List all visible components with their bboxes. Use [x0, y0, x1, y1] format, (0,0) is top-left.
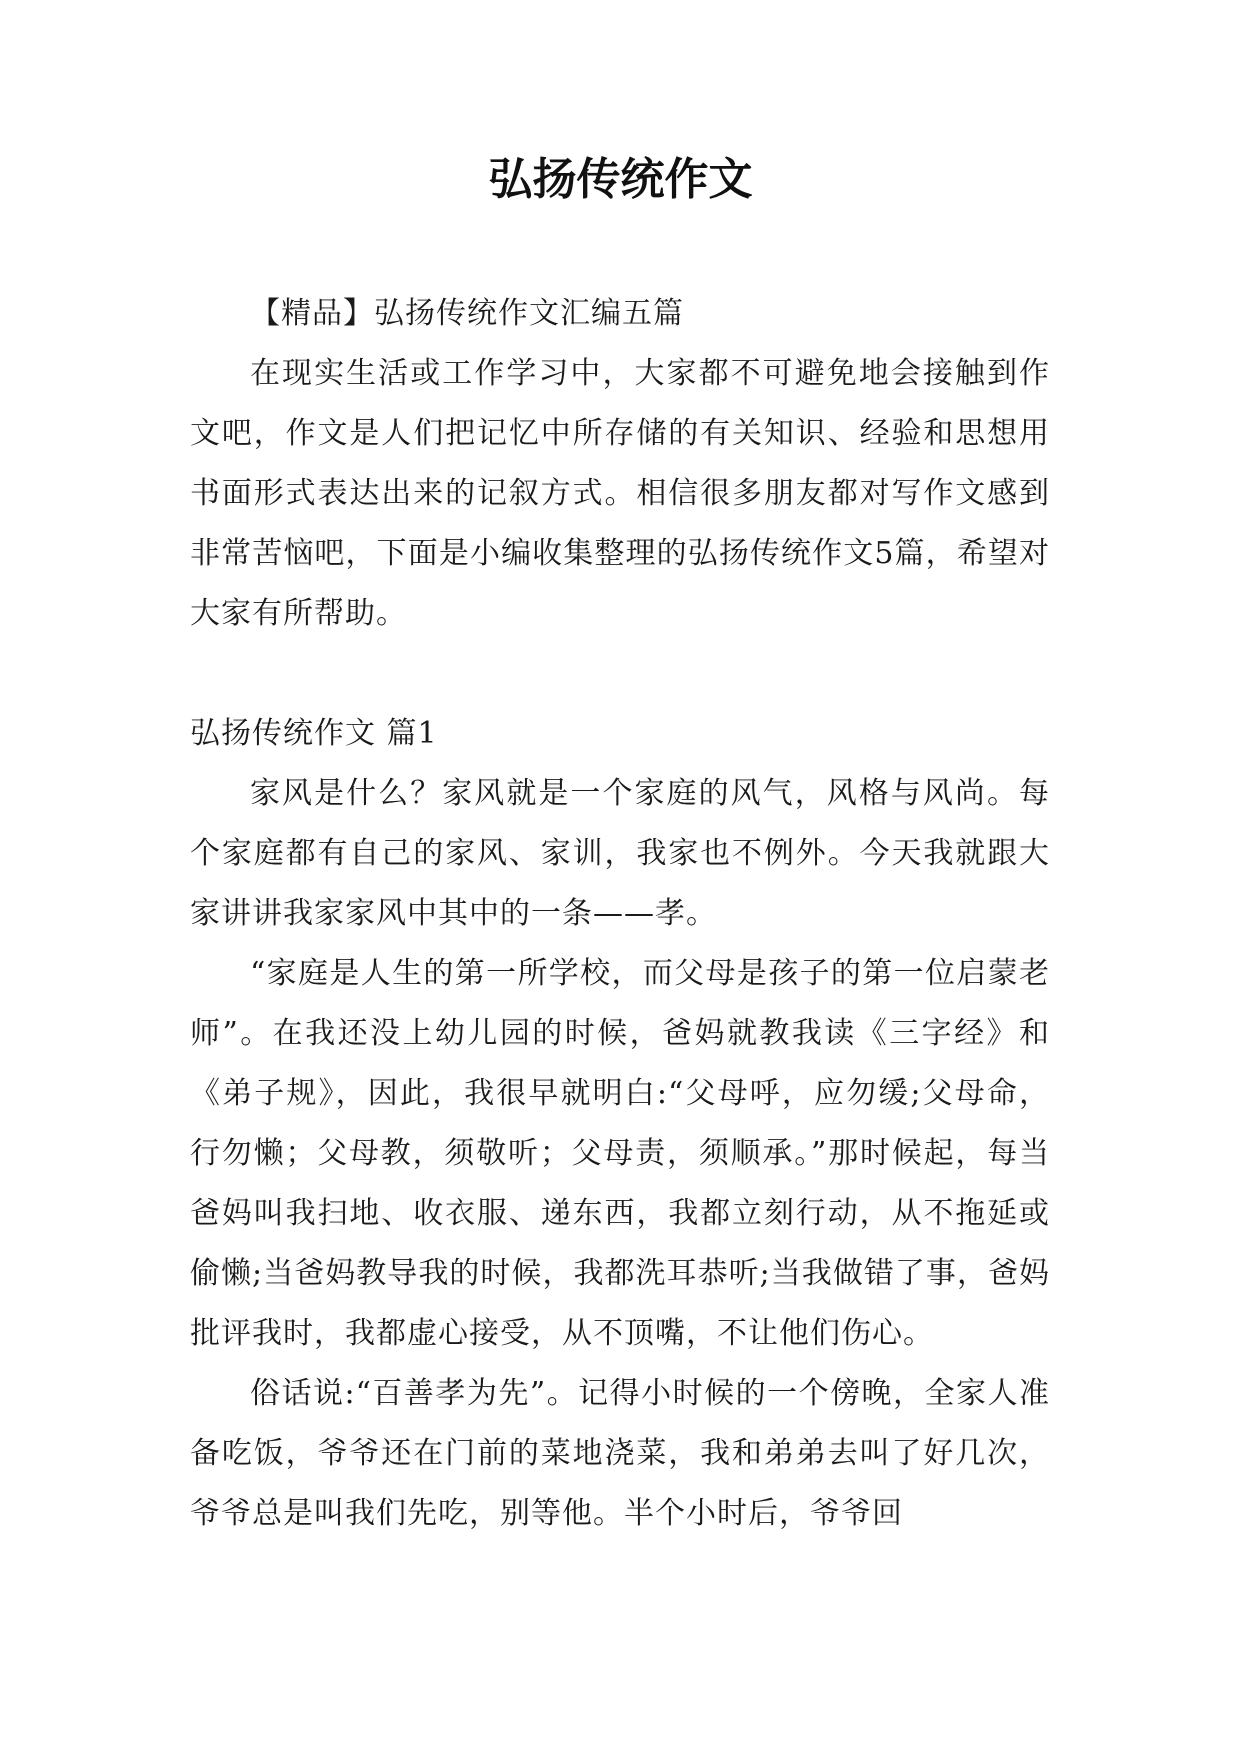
body-paragraph-3: 俗话说:“百善孝为先”。记得小时候的一个傍晚，全家人准备吃饭，爷爷还在门前的菜地浇菜，我和弟弟去叫了好几次，爷爷总是叫我们先吃，别等他。半个小时后，爷爷回 — [190, 1376, 1050, 1531]
document-body — [190, 284, 1050, 1544]
intro-paragraph: 在现实生活或工作学习中，大家都不可避免地会接触到作文吧，作文是人们把记忆中所存储的有关知识、经验和思想用书面形式表达出来的记叙方式。相信很多朋友都对写作文感到非常苦恼吧，下面是小编收集整理的弘扬传统作文5篇，希望对大家有所帮助。 — [190, 356, 1050, 631]
body-paragraph-1: 家风是什么？家风就是一个家庭的风气，风格与风尚。每个家庭都有自己的家风、家训，我家也不例外。今天我就跟大家讲讲我家家风中其中的一条——孝。 — [190, 776, 1050, 931]
body-paragraph-2: “家庭是人生的第一所学校，而父母是孩子的第一位启蒙老师”。在我还没上幼儿园的时候，爸妈就教我读《三字经》和《弟子规》，因此，我很早就明白:“父母呼，应勿缓;父母命，行勿懒；父母教，须敬听；父母责，须顺承。”那时候起，每当爸妈叫我扫地、收衣服、递东西，我都立刻行动，从不拖延或偷懒;当爸妈教导我的时候，我都洗耳恭听;当我做错了事，爸妈批评我时，我都虚心接受，从不顶嘴，不让他们伤心。 — [190, 956, 1050, 1351]
document-subtitle: 【精品】弘扬传统作文汇编五篇 — [250, 296, 684, 331]
document-title: 弘扬传统作文 — [488, 154, 753, 205]
section-heading: 弘扬传统作文 篇1 — [190, 716, 438, 751]
